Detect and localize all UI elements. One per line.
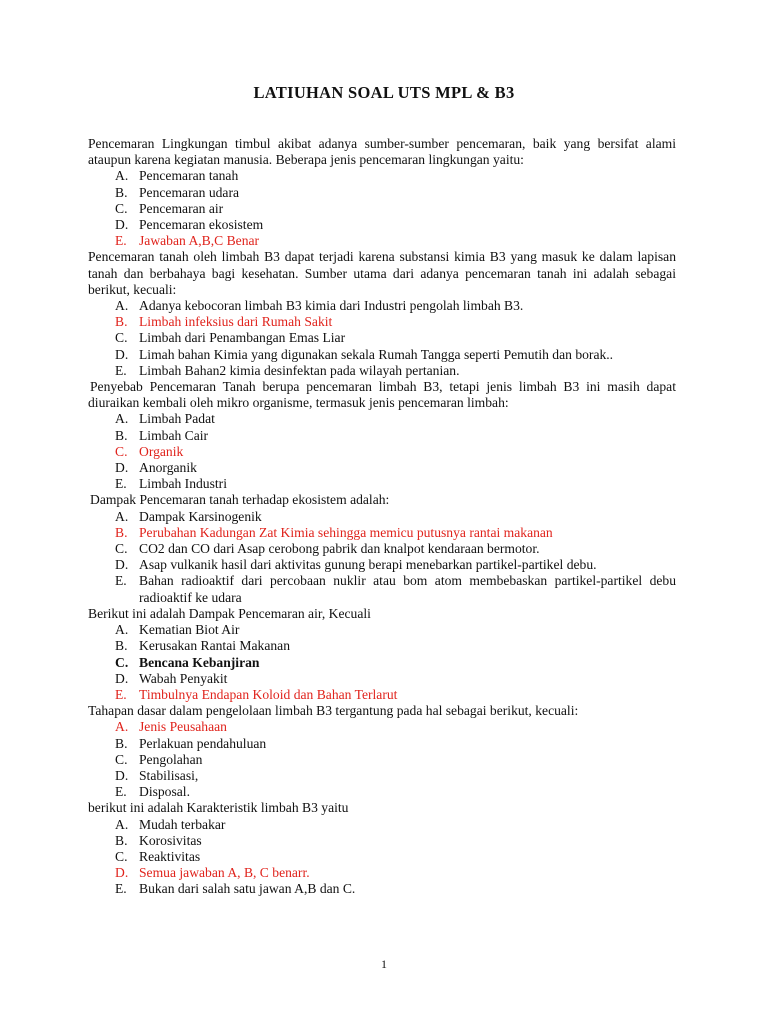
option-text: Bahan radioaktif dari percobaan nuklir atau bom atom membebaskan partikel-partikel debu radioaktif ke udara — [139, 573, 676, 605]
option-label: E. — [115, 686, 127, 702]
option-label: D. — [115, 767, 129, 783]
option-text: Pengolahan — [139, 751, 203, 767]
option-item — [88, 638, 676, 654]
option-label: A. — [115, 411, 129, 427]
option-item — [88, 298, 676, 314]
document-title: LATIUHAN SOAL UTS MPL & B3 — [253, 83, 515, 102]
option-text: CO2 dan CO dari Asap cerobong pabrik dan knalpot kendaraan bermotor. — [139, 541, 540, 557]
option-text: Adanya kebocoran limbah B3 kimia dari Industri pengolah limbah B3. — [139, 298, 524, 314]
option-text: Jawaban A,B,C Benar — [139, 233, 260, 249]
option-label: E. — [115, 573, 127, 589]
option-label: C. — [115, 541, 128, 557]
option-label: B. — [115, 184, 128, 200]
page-number: 1 — [381, 957, 387, 971]
option-list — [88, 622, 676, 703]
question-block — [88, 249, 676, 379]
option-item — [88, 768, 676, 784]
option-text: Kematian Biot Air — [139, 622, 240, 638]
option-item — [88, 719, 676, 735]
option-text: Kerusakan Rantai Makanan — [139, 638, 290, 654]
question-block — [88, 379, 676, 492]
option-text: Wabah Penyakit — [139, 670, 228, 686]
option-list — [88, 817, 676, 898]
option-item — [88, 817, 676, 833]
option-text: Limbah infeksius dari Rumah Sakit — [139, 314, 333, 330]
option-text: Pencemaran udara — [139, 184, 240, 200]
option-item — [88, 752, 676, 768]
option-label: E. — [115, 476, 127, 492]
option-item — [88, 168, 676, 184]
questions-container — [88, 136, 676, 898]
question-block — [88, 800, 676, 897]
option-item — [88, 330, 676, 346]
option-text: Dampak Karsinogenik — [139, 508, 262, 524]
option-item — [88, 509, 676, 525]
option-label: C. — [115, 654, 129, 670]
option-text: Pencemaran ekosistem — [139, 217, 264, 233]
option-item — [88, 411, 676, 427]
option-label: A. — [115, 508, 129, 524]
option-label: E. — [115, 881, 127, 897]
option-text: Asap vulkanik hasil dari aktivitas gunung berapi menebarkan partikel-partikel debu. — [139, 557, 597, 573]
option-item — [88, 476, 676, 492]
option-label: E. — [115, 233, 127, 249]
option-label: D. — [115, 557, 129, 573]
option-item — [88, 525, 676, 541]
option-text: Reaktivitas — [139, 848, 201, 864]
question-text: Berikut ini adalah Dampak Pencemaran air, Kecuali — [88, 605, 371, 621]
option-item — [88, 784, 676, 800]
option-label: B. — [115, 314, 128, 330]
option-label: B. — [115, 832, 128, 848]
option-text: Limah bahan Kimia yang digunakan sekala Rumah Tangga seperti Pemutih dan borak.. — [139, 346, 614, 362]
option-text: Korosivitas — [139, 832, 202, 848]
option-label: C. — [115, 443, 128, 459]
question-text: Tahapan dasar dalam pengelolaan limbah B3 tergantung pada hal sebagai berikut, kecuali: — [88, 703, 579, 719]
question-text: Pencemaran Lingkungan timbul akibat adanya sumber-sumber pencemaran, baik yang bersifat alami ataupun karena kegiatan manusia. Beberapa jenis pencemaran lingkungan yaitu: — [88, 136, 676, 168]
option-label: C. — [115, 200, 128, 216]
option-text: Organik — [139, 443, 184, 459]
option-text: Limbah Padat — [139, 411, 215, 427]
option-text: Pencemaran tanah — [139, 168, 239, 184]
option-text: Pencemaran air — [139, 200, 224, 216]
option-text: Jenis Peusahaan — [139, 719, 227, 735]
option-label: C. — [115, 751, 128, 767]
option-label: A. — [115, 298, 129, 314]
option-item — [88, 444, 676, 460]
option-label: C. — [115, 330, 128, 346]
option-list — [88, 298, 676, 379]
option-text: Disposal. — [139, 784, 190, 800]
question-block — [88, 703, 676, 800]
option-item — [88, 460, 676, 476]
option-text: Limbah Industri — [139, 476, 227, 492]
option-item — [88, 363, 676, 379]
option-text: Semua jawaban A, B, C benarr. — [139, 865, 310, 881]
option-text: Perubahan Kadungan Zat Kimia sehingga memicu putusnya rantai makanan — [139, 524, 553, 540]
option-label: B. — [115, 524, 128, 540]
question-text: Dampak Pencemaran tanah terhadap ekosistem adalah: — [90, 492, 390, 508]
option-item — [88, 655, 676, 671]
option-text: Limbah Bahan2 kimia desinfektan pada wilayah pertanian. — [139, 362, 460, 378]
option-item — [88, 671, 676, 687]
option-label: E. — [115, 784, 127, 800]
option-item — [88, 622, 676, 638]
option-list — [88, 411, 676, 492]
option-item — [88, 541, 676, 557]
question-text: berikut ini adalah Karakteristik limbah B3 yaitu — [88, 800, 349, 816]
option-text: Bukan dari salah satu jawan A,B dan C. — [139, 881, 356, 897]
question-text: Penyebab Pencemaran Tanah berupa pencemaran limbah B3, tetapi jenis limbah B3 ini masih dapat diuraikan kembali oleh mikro organisme, termasuk jenis pencemaran limbah: — [88, 379, 676, 411]
option-list — [88, 719, 676, 800]
option-item — [88, 233, 676, 249]
option-text: Stabilisasi, — [139, 767, 199, 783]
option-item — [88, 314, 676, 330]
option-item — [88, 201, 676, 217]
option-text: Anorganik — [139, 460, 197, 476]
option-list — [88, 509, 676, 606]
option-item — [88, 865, 676, 881]
option-text: Mudah terbakar — [139, 816, 226, 832]
option-text: Timbulnya Endapan Koloid dan Bahan Terlarut — [139, 686, 398, 702]
option-label: C. — [115, 848, 128, 864]
option-label: A. — [115, 719, 129, 735]
option-label: A. — [115, 622, 129, 638]
question-block — [88, 136, 676, 249]
option-label: B. — [115, 638, 128, 654]
option-item — [88, 217, 676, 233]
option-text: Perlakuan pendahuluan — [139, 735, 267, 751]
option-text: Limbah dari Penambangan Emas Liar — [139, 330, 346, 346]
option-label: A. — [115, 816, 129, 832]
option-label: D. — [115, 217, 129, 233]
option-item — [88, 833, 676, 849]
option-label: A. — [115, 168, 129, 184]
question-text: Pencemaran tanah oleh limbah B3 dapat terjadi karena substansi kimia B3 yang masuk ke dalam lapisan tanah dan berbahaya bagi kesehatan. Sumber utama dari adanya pencemaran tanah ini adalah sebagai berikut, kecuali: — [88, 249, 676, 297]
option-item — [88, 428, 676, 444]
question-block — [88, 606, 676, 703]
option-item — [88, 881, 676, 897]
option-item — [88, 573, 676, 605]
option-text: Bencana Kebanjiran — [139, 654, 260, 670]
question-block — [88, 492, 676, 605]
option-item — [88, 736, 676, 752]
option-label: B. — [115, 735, 128, 751]
option-label: D. — [115, 865, 129, 881]
option-item — [88, 849, 676, 865]
option-label: E. — [115, 362, 127, 378]
option-item — [88, 347, 676, 363]
option-item — [88, 185, 676, 201]
option-label: D. — [115, 460, 129, 476]
option-label: D. — [115, 670, 129, 686]
option-list — [88, 168, 676, 249]
option-item — [88, 557, 676, 573]
option-label: D. — [115, 346, 129, 362]
option-label: B. — [115, 427, 128, 443]
option-item — [88, 687, 676, 703]
option-text: Limbah Cair — [139, 427, 209, 443]
